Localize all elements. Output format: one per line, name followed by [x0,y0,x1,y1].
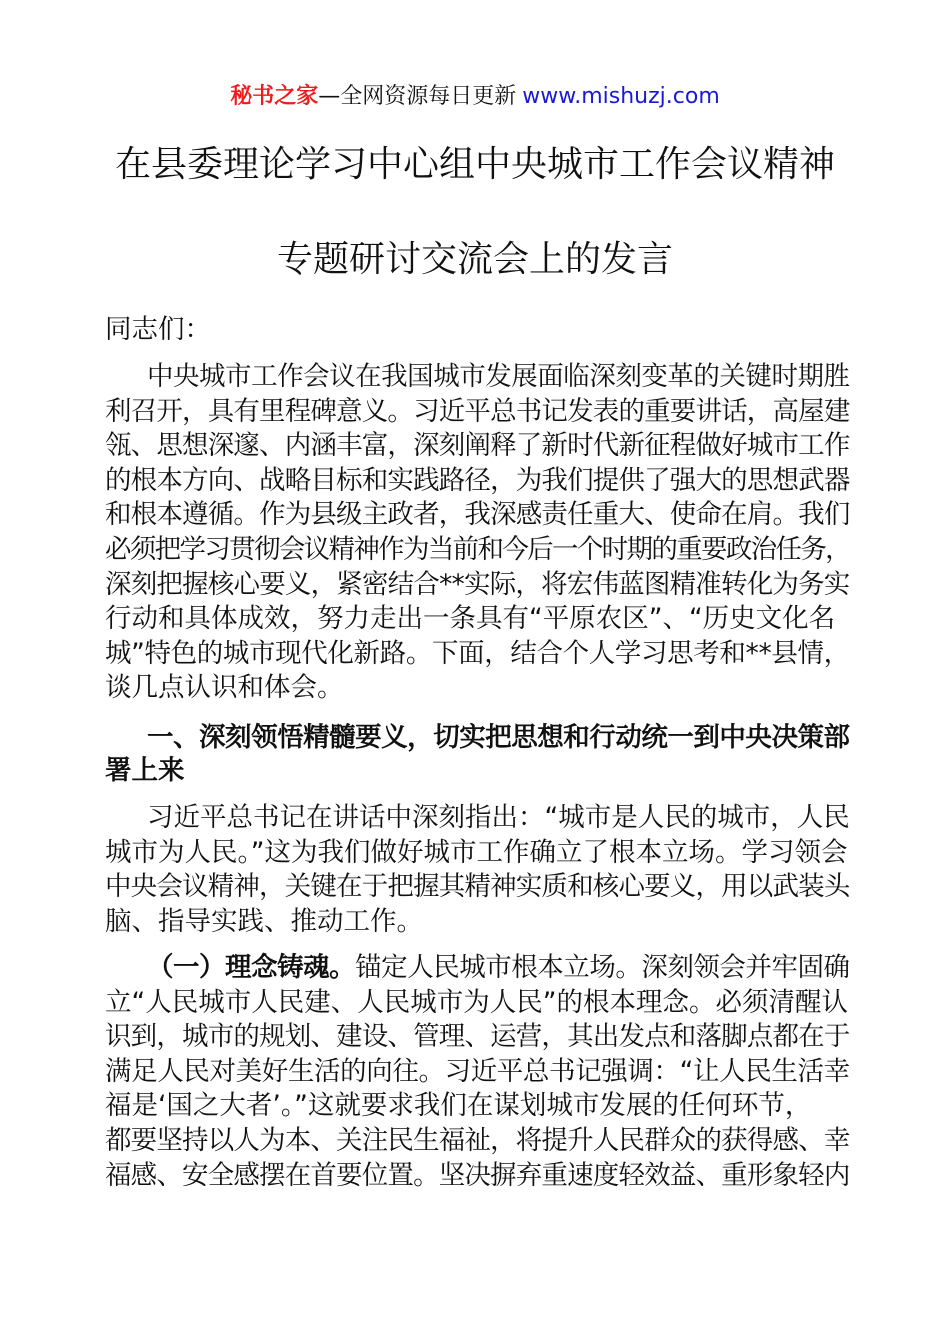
brand-name: 秘书之家 [230,84,319,109]
salutation: 同志们： [105,314,211,345]
heading-line: 署上来 [105,755,185,786]
paragraph-line: 都要坚持以人为本、关注民生福祉，将提升人民群众的获得感、幸 [105,1124,850,1156]
subsection-1-paragraph [105,951,850,1193]
paragraph-line: 满足人民对美好生活的向往。习近平总书记强调：“让人民生活幸 [105,1055,850,1087]
paragraph-line: 习近平总书记在讲话中深刻指出：“城市是人民的城市，人民 [147,802,850,833]
header-tagline: —全网资源每日更新 [318,84,517,109]
section-1-paragraph [105,801,850,939]
paragraph-line: 谈几点认识和体会。 [105,672,344,704]
paragraph-line: 瓴、思想深邃、内涵丰富，深刻阐释了新时代新征程做好城市工作 [105,430,850,462]
paragraph-line: 行动和具体成效，努力走出一条具有“平原农区”、“历史文化名 [105,603,836,635]
paragraph-line: 利召开，具有里程碑意义。习近平总书记发表的重要讲话，高屋建 [105,395,850,427]
paragraph-line: 深刻把握核心要义，紧密结合**实际，将宏伟蓝图精准转化为务实 [105,568,850,600]
section-heading-1 [105,721,850,787]
site-url-link[interactable]: www.mishuzj.com [522,84,720,109]
subsection-lead: （一）理念铸魂。 [147,952,356,983]
paragraph-line: 福感、安全感摆在首要位置。坚决摒弃重速度轻效益、重形象轻内 [105,1159,850,1191]
paragraph-line [105,951,850,986]
subsection-first-line: 锚定人民城市根本立场。深刻领会并牢固确 [355,952,850,983]
paragraph-line: 和根本遵循。作为县级主政者，我深感责任重大、使命在肩。我们 [105,499,850,531]
paragraph-line: 城”特色的城市现代化新路。下面，结合个人学习思考和**县情， [105,637,850,669]
paragraph-line: 立“人民城市人民建、人民城市为人民”的根本理念。必须清醒认 [105,986,848,1018]
paragraph-line: 的根本方向、战略目标和实践路径，为我们提供了强大的思想武器 [105,464,850,496]
heading-line: 一、深刻领悟精髓要义，切实把思想和行动统一到中央决策部 [147,722,850,753]
paragraph-line: 城市为人民。”这为我们做好城市工作确立了根本立场。学习领会 [105,836,848,868]
paragraph-line: 福是‘国之大者’。”这就要求我们在谋划城市发展的任何环节， [105,1090,812,1122]
paragraph-line: 中央会议精神，关键在于把握其精神实质和核心要义，用以武装头 [105,871,850,903]
document-title-line-2: 专题研讨交流会上的发言 [276,239,673,280]
paragraph-line: 必须把学习贯彻会议精神作为当前和今后一个时期的重要政治任务， [105,533,850,565]
site-header [0,80,950,114]
paragraph-line: 中央城市工作会议在我国城市发展面临深刻变革的关键时期胜 [147,361,850,392]
paragraph-line: 脑、指导实践、推动工作。 [105,905,423,937]
paragraph-line: 识到，城市的规划、建设、管理、运营，其出发点和落脚点都在于 [105,1021,850,1053]
document-title-line-1: 在县委理论学习中心组中央城市工作会议精神 [114,144,835,185]
intro-paragraph [105,360,850,706]
